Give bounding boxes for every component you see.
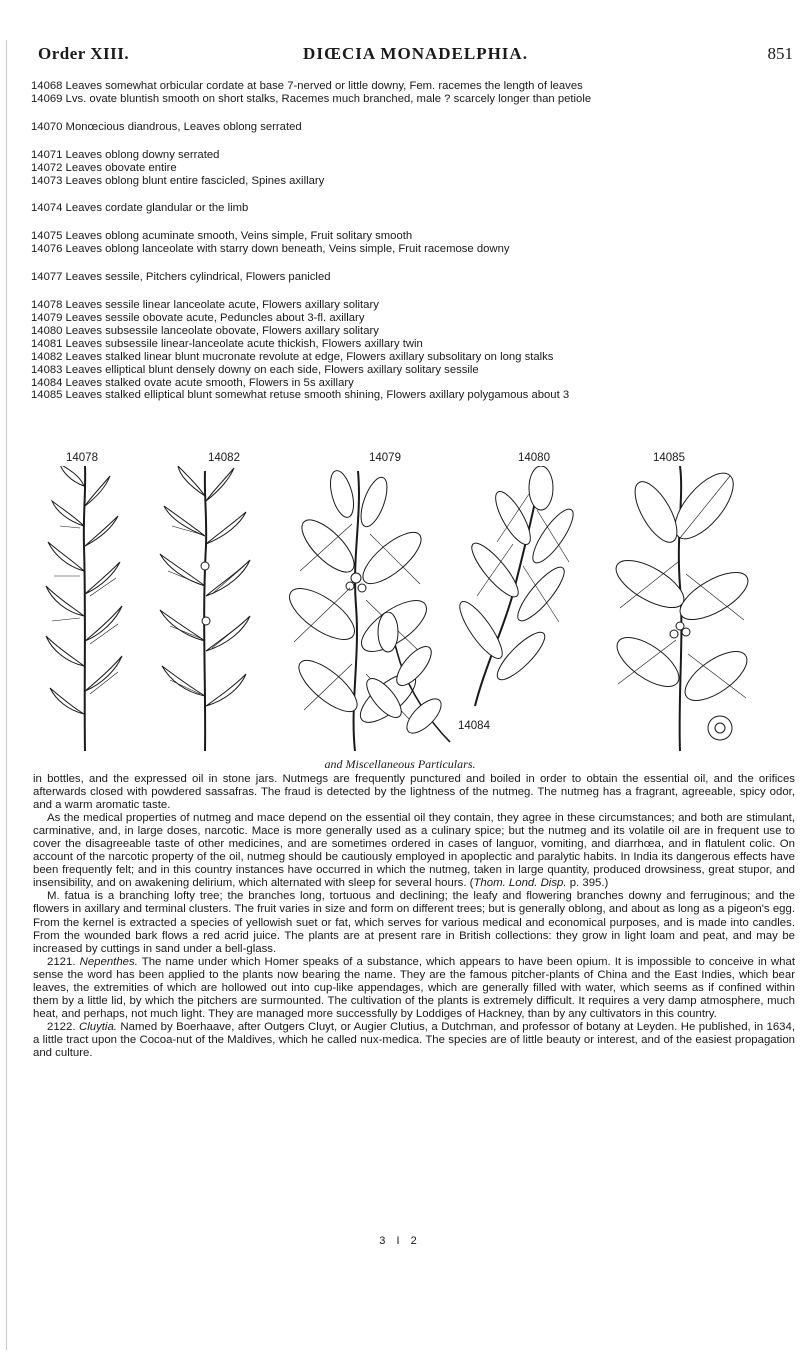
plant-figure-14084-icon [360,612,460,747]
paragraph-m-fatua: M. fatua is a branching lofty tree; the branches long, tortuous and declining; the leafy and flowering branches downy and ferruginous; and the flowers in axillary and terminal clusters. The fruit varies in size and form on different trees; but is generally oblong, and about as long as a pigeon's egg. From the kernel is extracted a species of yellowish suet or fat, which serves for various medical and economical purposes, and is made into candles. From the wounded bark flows a red acrid juice. The plants are at present rare in British collections: they grow in light loam and peat, and may be increased by cuttings in sand under a bell-glass. [33,890,795,955]
article-number: 2121. [47,955,76,968]
key-line: 14084 Leaves stalked ovate acute smooth, Flowers in 5s axillary [31,376,354,389]
figure-label-14080: 14080 [518,452,550,464]
key-line: 14079 Leaves sessile obovate acute, Peduncles about 3-fl. axillary [31,311,365,324]
article-number: 2122. [47,1020,76,1033]
species-key [31,80,793,402]
key-line: 14078 Leaves sessile linear lanceolate acute, Flowers axillary solitary [31,299,379,312]
figure-label-14084: 14084 [458,720,490,732]
plant-figure-14078-icon [40,466,130,751]
paragraph-text: Named by Boerhaave, after Outgers Cluyt, or Augier Clutius, a Dutchman, and professor of botany at Leyden. He published, in 1634, a little tract upon the Cocoa-nut of the Maldives, which he called nux-medica. The species are of little beauty or interest, and of the easiest propagation and culture. [33,1020,795,1059]
key-line: 14068 Leaves somewhat orbicular cordate at base 7-nerved or little downy, Fem. racemes the length of leaves [31,80,583,92]
body-text [33,773,795,1060]
paragraph-nutmeg-storage: in bottles, and the expressed oil in stone jars. Nutmegs are frequently punctured and boiled in order to obtain the essential oil, and the orifices afterwards closed with powdered sassafras. The fraud is detected by the lightness of the nutmeg. The nutmeg has a fragrant, agreeable, spicy odor, and a warm aromatic taste. [33,773,795,812]
printer-signature: 3 I 2 [379,1235,421,1247]
key-line: 14069 Lvs. ovate bluntish smooth on short stalks, Racemes much branched, male ? scarcely longer than petiole [31,92,592,105]
paragraph-cluytia [33,1021,795,1060]
key-line: 14071 Leaves oblong downy serrated [31,148,220,161]
figure-label-14082: 14082 [208,452,240,464]
key-line: 14082 Leaves stalked linear blunt mucronate revolute at edge, Flowers axillary subsolitary on long stalks [31,350,554,363]
key-line: 14083 Leaves elliptical blunt densely downy on each side, Flowers axillary solitary sessile [31,363,479,376]
botanical-plates [40,452,760,752]
key-line: 14074 Leaves cordate glandular or the limb [31,202,249,215]
plant-figure-14082-icon [150,466,260,751]
figure-label-14079: 14079 [369,452,401,464]
citation-page: p. 395.) [566,877,609,890]
genus-name: Nepenthes. [79,955,138,968]
running-head [38,44,793,70]
page-number: 851 [767,44,793,63]
key-line: 14075 Leaves oblong acuminate smooth, Veins simple, Fruit solitary smooth [31,230,413,243]
key-line: 14081 Leaves subsessile linear-lanceolate acute thickish, Flowers axillary twin [31,337,423,350]
key-line: 14070 Monœcious diandrous, Leaves oblong serrated [31,120,302,133]
key-line: 14085 Leaves stalked elliptical blunt somewhat retuse smooth shining, Flowers axillary polygamous about 3 [31,389,570,402]
citation: Thom. Lond. Disp. [473,877,567,890]
paragraph-nepenthes [33,956,795,1021]
paragraph-medical-properties [33,812,795,890]
key-line: 14072 Leaves obovate entire [31,161,177,174]
genus-name: Cluytia. [78,1020,117,1033]
section-caption: and Miscellaneous Particulars. [324,757,476,771]
plant-figure-14085-icon [600,466,760,756]
paragraph-text: As the medical properties of nutmeg and mace depend on the essential oil they contain, they agree in these circumstances; and both are stimulant, carminative, and, in large doses, narcotic. Mace is more generally used as a culinary spice; but the nutmeg and its volatile oil are in frequent use to cover the disagreeable taste of other medicines, and are sometimes ordered in cases of languor, vomiting, and diarrhœa, and in flatulent colic. On account of the narcotic property of the oil, nutmeg should be cautiously employed in apoplectic and paralytic habits. In India its dangerous effects have been frequently felt; and in this country instances have occurred in which the nutmeg, taken in large quantity, produced drowsiness, great stupor, and insensibility, and on awakening delirium, which alternated with sleep for several hours. ( [33,812,795,890]
key-line: 14077 Leaves sessile, Pitchers cylindrical, Flowers panicled [31,271,331,284]
key-line: 14076 Leaves oblong lanceolate with starry down beneath, Veins simple, Fruit racemose downy [31,243,510,256]
paragraph-text: The name under which Homer speaks of a substance, which appears to have been opium. It is impossible to conceive in what sense the word has been applied to the plants now bearing the name. They are the famous pitcher-plants of China and the East Indies, which bear leaves, the extremities of which are hollowed out into cup-like appendages, which are generally filled with water, which seems as if confined within them by a little lid, by which the pitchers are surmounted. The cultivation of the plants is extremely difficult. It requires a very damp atmosphere, much heat, and perhaps, not much light. They are managed more successfully by Loddiges of Hackney, than by any cultivators in this country. [33,955,795,1020]
class-title: DIŒCIA MONADELPHIA. [303,44,528,63]
key-line: 14073 Leaves oblong blunt entire fascicled, Spines axillary [31,174,325,187]
plant-figure-14080-icon [445,466,585,716]
order-heading: Order XIII. [38,44,130,63]
key-line: 14080 Leaves subsessile lanceolate obovate, Flowers axillary solitary [31,324,379,337]
figure-label-14085: 14085 [653,452,685,464]
page-edge-line [6,40,7,1350]
figure-label-14078: 14078 [66,452,98,464]
